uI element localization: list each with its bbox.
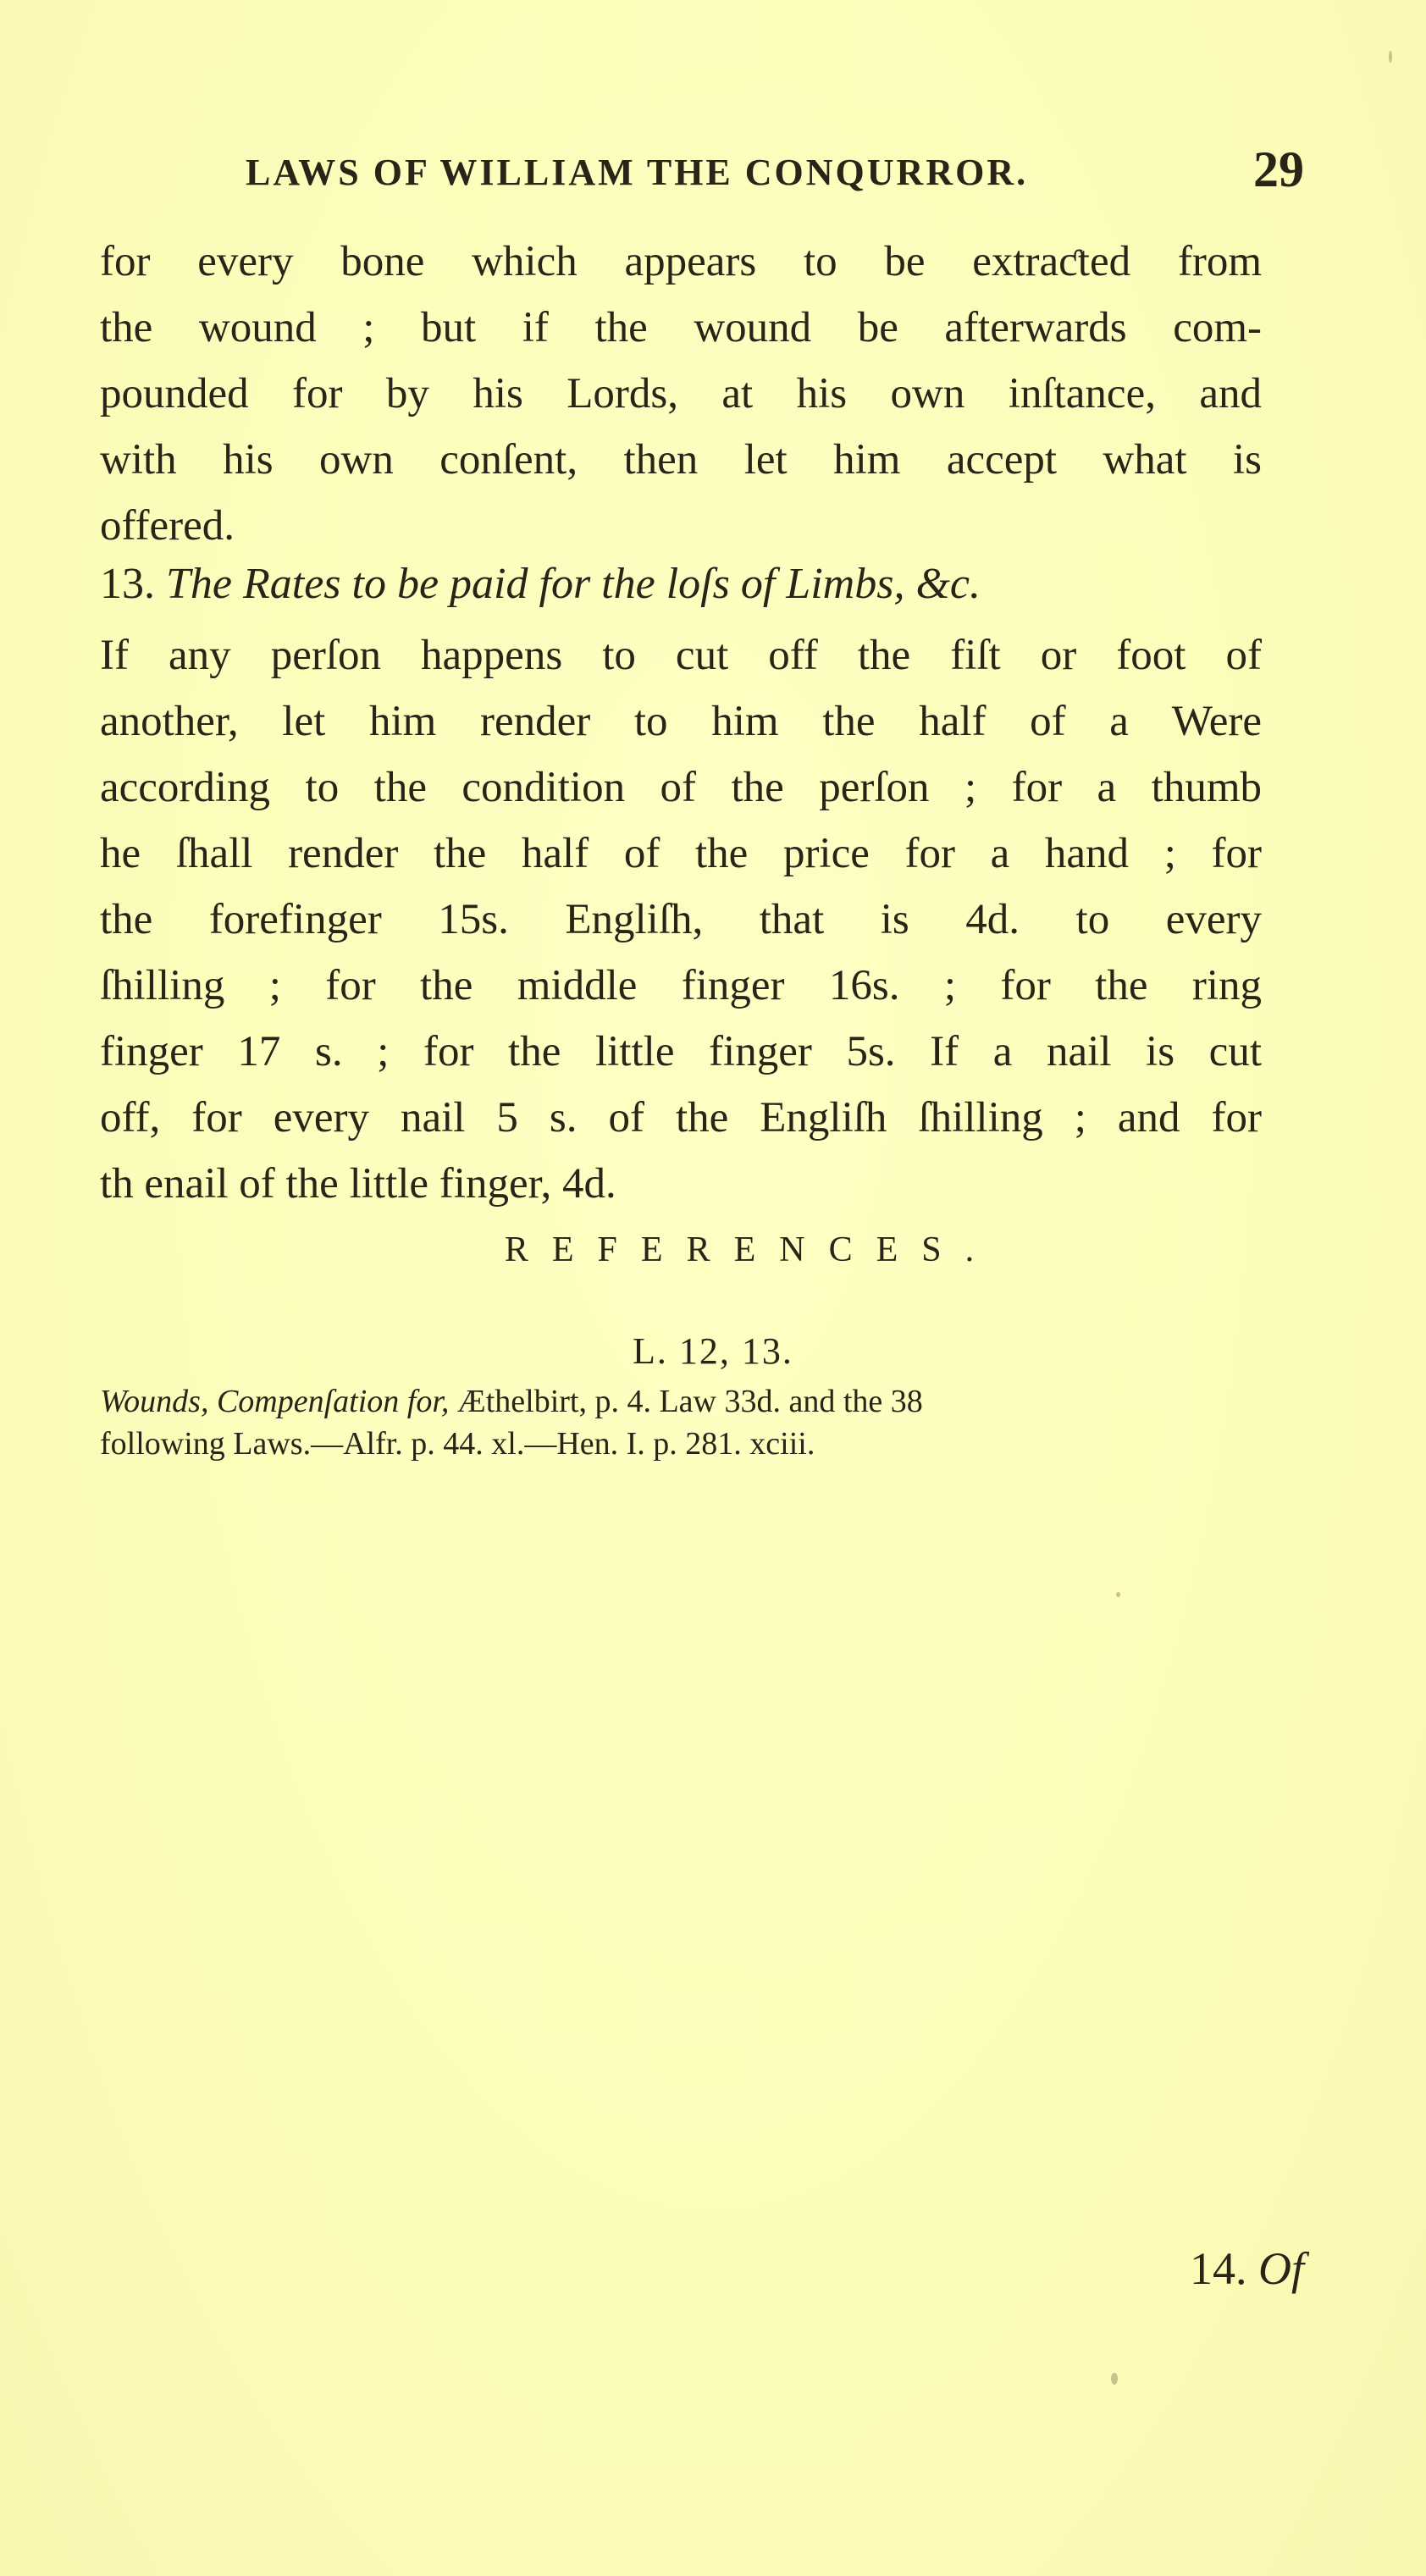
paper-speck (1111, 2373, 1118, 2385)
reference-subject: Wounds, Compenſation for, (100, 1384, 450, 1419)
running-head: LAWS OF WILLIAM THE CONQURROR. (246, 152, 1029, 193)
text-line: ſhilling ; for the middle finger 16s. ; for the ring (100, 962, 1262, 1009)
text-line: offered. (100, 502, 235, 550)
text-line: according to the condition of the perſon ; for a thumb (100, 764, 1262, 811)
text-line: th enail of the little finger, 4d. (100, 1160, 616, 1208)
section-heading (100, 559, 1262, 609)
catchword-number: 14. (1190, 2243, 1247, 2294)
references-laws-line: L. 12, 13. (633, 1330, 793, 1372)
page-header (102, 141, 1304, 203)
section-number: 13. (100, 560, 155, 608)
page-number: 29 (1253, 141, 1304, 197)
paragraph-continuation (100, 229, 1262, 559)
catchword (1190, 2242, 1304, 2295)
text-line: off, for every nail 5 s. of the Engliſh ſhilling ; and for (100, 1094, 1262, 1142)
reference-line: following Laws.—Alfr. p. 44. xl.—Hen. I. p. 281. xciii. (100, 1426, 815, 1462)
catchword-word: Of (1258, 2243, 1304, 2294)
references-heading: REFERENCES. (504, 1230, 998, 1269)
text-line: finger 17 s. ; for the little finger 5s. If a nail is cut (100, 1028, 1262, 1075)
text-line: with his own conſent, then let him accept what is (100, 436, 1262, 484)
text-line: for every bone which appears to be extraƈted from (100, 238, 1262, 285)
reference-line (100, 1380, 1285, 1423)
text-line: If any perſon happens to cut off the fiſt or foot of (100, 632, 1262, 679)
text-line: he ſhall render the half of the price for a hand ; for (100, 830, 1262, 877)
text-line: pounded for by his Lords, at his own inſtance, and (100, 370, 1262, 417)
paper-speck (1389, 51, 1392, 63)
text-line: the forefinger 15s. Engliſh, that is 4d. to every (100, 896, 1262, 943)
text-line: the wound ; but if the wound be afterwards com- (100, 304, 1262, 351)
text-line: another, let him render to him the half of a Were (100, 698, 1262, 745)
references-entry (100, 1380, 1285, 1465)
paper-speck (1116, 1592, 1120, 1597)
section-title: The Rates to be paid for the loſs of Limbs, &c. (166, 560, 981, 608)
paragraph-rates (100, 622, 1262, 1217)
reference-citation: Æthelbirt, p. 4. Law 33d. and the 38 (449, 1384, 923, 1419)
